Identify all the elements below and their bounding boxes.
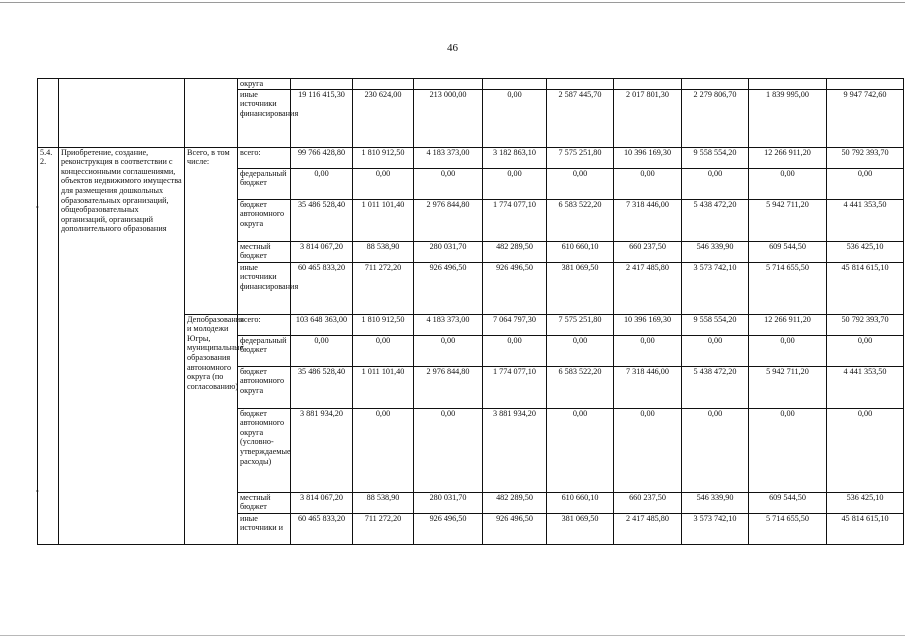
- amount-cell: [353, 79, 414, 90]
- margin-mark: •: [36, 487, 39, 496]
- amount-cell: 2 976 844,80: [414, 366, 483, 408]
- amount-cell: 0,00: [827, 408, 904, 492]
- funding-source: федеральный бюджет: [238, 168, 291, 199]
- amount-cell: 0,00: [414, 168, 483, 199]
- amount-cell: 4 183 373,00: [414, 147, 483, 168]
- amount-cell: 35 486 528,40: [291, 366, 353, 408]
- amount-cell: 1 839 995,00: [749, 89, 827, 147]
- funding-source: иные источники финансирования: [238, 89, 291, 147]
- amount-cell: 536 425,10: [827, 241, 904, 262]
- amount-cell: 5 438 472,20: [682, 199, 749, 241]
- amount-cell: 2 279 806,70: [682, 89, 749, 147]
- amount-cell: 3 573 742,10: [682, 513, 749, 544]
- funding-source: местный бюджет: [238, 241, 291, 262]
- amount-cell: 0,00: [483, 335, 547, 366]
- amount-cell: 482 289,50: [483, 241, 547, 262]
- amount-cell: 3 814 067,20: [291, 241, 353, 262]
- budget-table: [37, 78, 904, 545]
- amount-cell: 546 339,90: [682, 492, 749, 513]
- amount-cell: 0,00: [547, 168, 614, 199]
- amount-cell: 0,00: [682, 168, 749, 199]
- amount-cell: 6 583 522,20: [547, 366, 614, 408]
- amount-cell: [414, 79, 483, 90]
- funding-source: бюджет автономного округа: [238, 199, 291, 241]
- amount-cell: 10 396 169,30: [614, 314, 682, 335]
- amount-cell: 0,00: [749, 408, 827, 492]
- amount-cell: 7 064 797,30: [483, 314, 547, 335]
- amount-cell: 103 648 363,00: [291, 314, 353, 335]
- amount-cell: 0,00: [614, 168, 682, 199]
- amount-cell: 280 031,70: [414, 492, 483, 513]
- funding-source: бюджет автономного округа: [238, 366, 291, 408]
- amount-cell: 711 272,20: [353, 262, 414, 314]
- amount-cell: 0,00: [749, 335, 827, 366]
- amount-cell: 2 417 485,80: [614, 262, 682, 314]
- funding-source: всего:: [238, 147, 291, 168]
- amount-cell: 4 441 353,50: [827, 199, 904, 241]
- amount-cell: 1 810 912,50: [353, 314, 414, 335]
- amount-cell: 99 766 428,80: [291, 147, 353, 168]
- amount-cell: 88 538,90: [353, 492, 414, 513]
- amount-cell: 230 624,00: [353, 89, 414, 147]
- funding-source: федеральный бюджет: [238, 335, 291, 366]
- executor-total: Всего, в том числе:: [185, 147, 238, 314]
- amount-cell: 5 714 655,50: [749, 262, 827, 314]
- amount-cell: 2 417 485,80: [614, 513, 682, 544]
- amount-cell: 12 266 911,20: [749, 147, 827, 168]
- amount-cell: 381 069,50: [547, 513, 614, 544]
- amount-cell: 546 339,90: [682, 241, 749, 262]
- amount-cell: 0,00: [483, 89, 547, 147]
- amount-cell: 7 318 446,00: [614, 366, 682, 408]
- amount-cell: 660 237,50: [614, 241, 682, 262]
- amount-cell: 0,00: [614, 335, 682, 366]
- amount-cell: 3 881 934,20: [483, 408, 547, 492]
- table-row: [38, 147, 904, 168]
- amount-cell: 926 496,50: [483, 262, 547, 314]
- amount-cell: 0,00: [682, 408, 749, 492]
- funding-source: бюджет автономного округа (условно-утверждаемые расходы): [238, 408, 291, 492]
- amount-cell: [682, 79, 749, 90]
- amount-cell: 10 396 169,30: [614, 147, 682, 168]
- amount-cell: 1 774 077,10: [483, 366, 547, 408]
- amount-cell: 0,00: [353, 335, 414, 366]
- amount-cell: 45 814 615,10: [827, 262, 904, 314]
- amount-cell: 5 942 711,20: [749, 366, 827, 408]
- funding-source: местный бюджет: [238, 492, 291, 513]
- amount-cell: 381 069,50: [547, 262, 614, 314]
- amount-cell: 0,00: [827, 335, 904, 366]
- amount-cell: 0,00: [414, 335, 483, 366]
- amount-cell: 0,00: [749, 168, 827, 199]
- amount-cell: 3 182 863,10: [483, 147, 547, 168]
- amount-cell: 0,00: [547, 335, 614, 366]
- amount-cell: [291, 79, 353, 90]
- amount-cell: 6 583 522,20: [547, 199, 614, 241]
- amount-cell: 482 289,50: [483, 492, 547, 513]
- amount-cell: 711 272,20: [353, 513, 414, 544]
- amount-cell: 2 017 801,30: [614, 89, 682, 147]
- amount-cell: 0,00: [682, 335, 749, 366]
- amount-cell: 0,00: [353, 408, 414, 492]
- row-index-cell: [38, 79, 59, 148]
- amount-cell: 2 976 844,80: [414, 199, 483, 241]
- amount-cell: 0,00: [483, 168, 547, 199]
- table-row: [38, 79, 904, 90]
- amount-cell: 926 496,50: [414, 262, 483, 314]
- amount-cell: 0,00: [827, 168, 904, 199]
- amount-cell: 609 544,50: [749, 492, 827, 513]
- funding-source: иные источники финансирования: [238, 262, 291, 314]
- amount-cell: 50 792 393,70: [827, 147, 904, 168]
- amount-cell: 5 942 711,20: [749, 199, 827, 241]
- amount-cell: 0,00: [291, 168, 353, 199]
- executor-cell: [185, 79, 238, 148]
- scan-bottom-rule: [0, 635, 905, 636]
- amount-cell: 35 486 528,40: [291, 199, 353, 241]
- amount-cell: 0,00: [547, 408, 614, 492]
- amount-cell: 9 947 742,60: [827, 89, 904, 147]
- funding-source: всего:: [238, 314, 291, 335]
- amount-cell: 5 438 472,20: [682, 366, 749, 408]
- amount-cell: 5 714 655,50: [749, 513, 827, 544]
- amount-cell: 7 318 446,00: [614, 199, 682, 241]
- row-number: 5.4. 2.: [38, 147, 59, 544]
- margin-mark: •: [36, 203, 39, 212]
- amount-cell: 2 587 445,70: [547, 89, 614, 147]
- amount-cell: 213 000,00: [414, 89, 483, 147]
- amount-cell: 9 558 554,20: [682, 314, 749, 335]
- amount-cell: 60 465 833,20: [291, 262, 353, 314]
- amount-cell: 0,00: [291, 335, 353, 366]
- amount-cell: 0,00: [414, 408, 483, 492]
- amount-cell: 0,00: [353, 168, 414, 199]
- amount-cell: [483, 79, 547, 90]
- amount-cell: 609 544,50: [749, 241, 827, 262]
- amount-cell: 0,00: [614, 408, 682, 492]
- scan-top-rule: [0, 2, 905, 3]
- amount-cell: 7 575 251,80: [547, 147, 614, 168]
- amount-cell: 60 465 833,20: [291, 513, 353, 544]
- amount-cell: 3 881 934,20: [291, 408, 353, 492]
- amount-cell: 610 660,10: [547, 492, 614, 513]
- amount-cell: 660 237,50: [614, 492, 682, 513]
- funding-source: иные источники и: [238, 513, 291, 544]
- executor-department: Депобразования и молодежи Югры, муниципальные образования автономного округа (по согласованию): [185, 314, 238, 544]
- amount-cell: 1 011 101,40: [353, 199, 414, 241]
- amount-cell: 12 266 911,20: [749, 314, 827, 335]
- page-number: 46: [447, 42, 458, 54]
- amount-cell: 9 558 554,20: [682, 147, 749, 168]
- amount-cell: 4 441 353,50: [827, 366, 904, 408]
- amount-cell: 926 496,50: [414, 513, 483, 544]
- amount-cell: 1 810 912,50: [353, 147, 414, 168]
- amount-cell: 4 183 373,00: [414, 314, 483, 335]
- amount-cell: 926 496,50: [483, 513, 547, 544]
- amount-cell: 536 425,10: [827, 492, 904, 513]
- amount-cell: 45 814 615,10: [827, 513, 904, 544]
- amount-cell: 88 538,90: [353, 241, 414, 262]
- funding-source: округа: [238, 79, 291, 90]
- amount-cell: [827, 79, 904, 90]
- amount-cell: 610 660,10: [547, 241, 614, 262]
- description-cell: [59, 79, 185, 148]
- amount-cell: 3 814 067,20: [291, 492, 353, 513]
- measure-description: Приобретение, создание, реконструкция в соответствии с концессионными соглашениями, объектов недвижимого имущества для размещения дошкольных образовательных организаций, общеобразовательных организаций, организаций дополнительного образования: [59, 147, 185, 544]
- amount-cell: 7 575 251,80: [547, 314, 614, 335]
- amount-cell: 280 031,70: [414, 241, 483, 262]
- amount-cell: 1 774 077,10: [483, 199, 547, 241]
- amount-cell: 1 011 101,40: [353, 366, 414, 408]
- amount-cell: [614, 79, 682, 90]
- amount-cell: 19 116 415,30: [291, 89, 353, 147]
- amount-cell: [749, 79, 827, 90]
- amount-cell: [547, 79, 614, 90]
- amount-cell: 50 792 393,70: [827, 314, 904, 335]
- amount-cell: 3 573 742,10: [682, 262, 749, 314]
